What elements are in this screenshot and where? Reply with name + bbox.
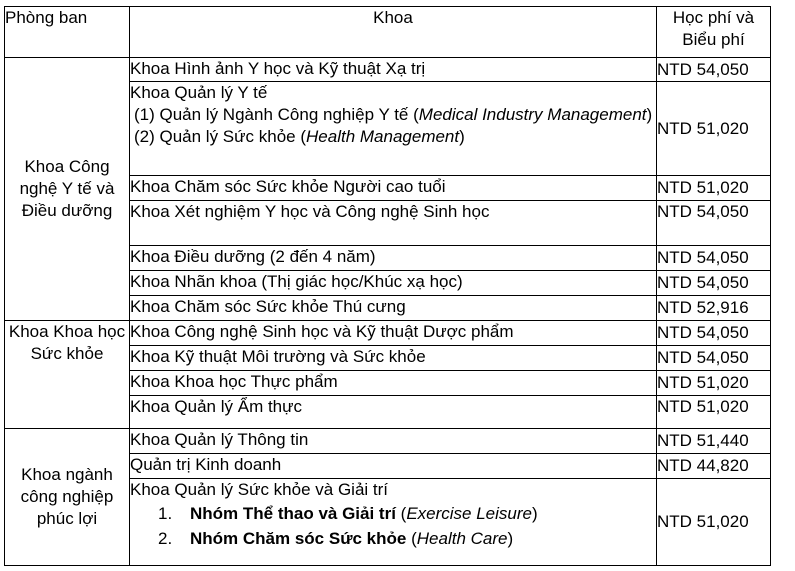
header-major: Khoa	[130, 7, 657, 58]
table-row	[5, 58, 771, 82]
major-cell: Khoa Hình ảnh Y học và Kỹ thuật Xạ trị	[130, 58, 657, 82]
major-cell: Khoa Công nghệ Sinh học và Kỹ thuật Dược phẩm	[130, 321, 657, 346]
fee-cell: NTD 51,020	[657, 479, 771, 566]
major-title: Khoa Quản lý Sức khỏe và Giải trí	[130, 480, 389, 499]
major-cell: Khoa Quản lý Thông tin	[130, 429, 657, 454]
fee-cell: NTD 51,020	[657, 176, 771, 201]
major-cell: Khoa Quản lý Ẩm thực	[130, 396, 657, 429]
fee-cell: NTD 52,916	[657, 296, 771, 321]
major-cell: Quản trị Kinh doanh	[130, 454, 657, 479]
major-cell: Khoa Điều dưỡng (2 đến 4 năm)	[130, 246, 657, 271]
major-cell: Khoa Chăm sóc Sức khỏe Người cao tuổi	[130, 176, 657, 201]
major-cell	[130, 82, 657, 176]
major-cell: Khoa Khoa học Thực phẩm	[130, 371, 657, 396]
table-row	[5, 321, 771, 346]
major-cell: Khoa Xét nghiệm Y học và Công nghệ Sinh học	[130, 201, 657, 246]
department-cell: Khoa ngành công nghiệp phúc lợi	[5, 429, 130, 566]
header-department: Phòng ban	[5, 7, 130, 58]
fee-cell: NTD 51,020	[657, 396, 771, 429]
list-item: 1. Nhóm Thể thao và Giải trí (Exercise Leisure)	[158, 504, 538, 523]
sub-major-2: (2) Quản lý Sức khỏe (Health Management)	[134, 127, 465, 146]
fee-cell: NTD 54,050	[657, 321, 771, 346]
fee-cell: NTD 54,050	[657, 271, 771, 296]
fee-cell: NTD 54,050	[657, 246, 771, 271]
major-title: Khoa Quản lý Y tế	[130, 83, 268, 102]
department-cell: Khoa Khoa học Sức khỏe	[5, 321, 130, 429]
department-cell: Khoa Công nghệ Y tế và Điều dưỡng	[5, 58, 130, 321]
header-fee: Học phí và Biểu phí	[657, 7, 771, 58]
fee-cell: NTD 51,020	[657, 371, 771, 396]
fee-cell: NTD 51,020	[657, 82, 771, 176]
sub-major-1: (1) Quản lý Ngành Công nghiệp Y tế (Medical Industry Management)	[134, 105, 653, 124]
list-item: 2. Nhóm Chăm sóc Sức khỏe (Health Care)	[158, 529, 514, 548]
table-row	[5, 429, 771, 454]
fee-cell: NTD 54,050	[657, 58, 771, 82]
header-row	[5, 7, 771, 58]
major-cell: Khoa Nhãn khoa (Thị giác học/Khúc xạ học)	[130, 271, 657, 296]
fee-cell: NTD 51,440	[657, 429, 771, 454]
major-cell: Khoa Chăm sóc Sức khỏe Thú cưng	[130, 296, 657, 321]
tuition-table	[4, 6, 771, 566]
fee-cell: NTD 54,050	[657, 346, 771, 371]
major-cell	[130, 479, 657, 566]
fee-cell: NTD 54,050	[657, 201, 771, 246]
fee-cell: NTD 44,820	[657, 454, 771, 479]
program-group-list	[130, 501, 656, 551]
major-cell: Khoa Kỹ thuật Môi trường và Sức khỏe	[130, 346, 657, 371]
